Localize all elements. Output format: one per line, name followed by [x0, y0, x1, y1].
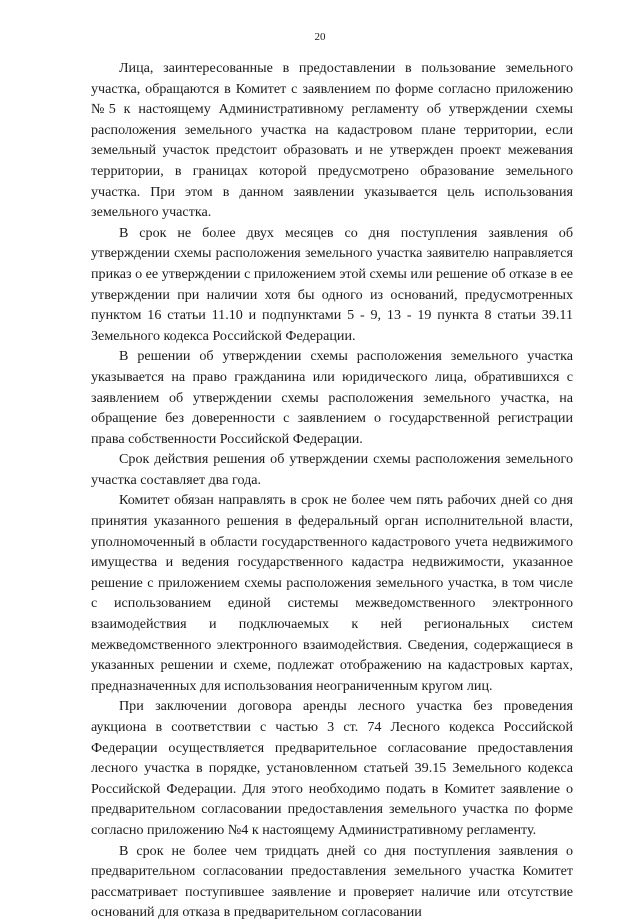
paragraph-3: В решении об утверждении схемы расположения земельного участка указывается на право гражданина или юридического лица, обратившихся с заявлением об утверждении схемы расположения земельного участка, на обращение без доверенности с заявлением о государственной регистрации права собственности Российской Федерации.	[91, 348, 573, 447]
paragraph-1: Лица, заинтересованные в предоставлении в пользование земельного участка, обращаются в Комитет с заявлением по форме согласно приложению №5 к настоящему Административному регламенту об утверждении схемы расположения земельного участка на кадастровом плане территории, если земельный участок предстоит образовать и не утвержден проект межевания территории, в границах которой предусмотрено образование земельного участка. При этом в данном заявлении указывается цель использования земельного участка.	[91, 60, 573, 221]
paragraph-7: В срок не более чем тридцать дней со дня поступления заявления о предварительном согласовании предоставления земельного участка Комитет рассматривает поступившее заявление и проверяет наличие или отсутствие оснований для отказа в предварительном согласовании	[91, 842, 573, 921]
paragraph-4: Срок действия решения об утверждении схемы расположения земельного участка составляет два года.	[91, 451, 573, 488]
document-body	[91, 58, 573, 923]
page-number: 20	[314, 31, 326, 43]
paragraph-5: Комитет обязан направлять в срок не более чем пять рабочих дней со дня принятия указанного решения в федеральный орган исполнительной власти, уполномоченный в области государственного кадастрового учета недвижимого имущества и ведения государственного кадастра недвижимости, указанное решение с приложением схемы расположения земельного участка, в том числе с использованием единой системы межведомственного электронного взаимодействия и подключаемых к ней региональных систем межведомственного электронного взаимодействия. Сведения, содержащиеся в указанных решении и схеме, подлежат отображению на кадастровых картах, предназначенных для использования неограниченным кругом лиц.	[91, 492, 573, 694]
paragraph-2: В срок не более двух месяцев со дня поступления заявления об утверждении схемы расположения земельного участка заявителю направляется приказ о ее утверждении с приложением этой схемы или решение об отказе в ее утверждении при наличии хотя бы одного из оснований, предусмотренных пунктом 16 статьи 11.10 и подпунктами 5 - 9, 13 - 19 пункта 8 статьи 39.11 Земельного кодекса Российской Федерации.	[91, 224, 574, 344]
paragraph-6: При заключении договора аренды лесного участка без проведения аукциона в соответствии с частью 3 ст. 74 Лесного кодекса Российской Федерации осуществляется предварительное согласование предоставления лесного участка в порядке, установленном статьей 39.15 Земельного кодекса Российской Федерации. Для этого необходимо подать в Комитет заявление о предварительном согласовании предоставления земельного участка по форме согласно приложению №4 к настоящему Административному регламенту.	[91, 698, 573, 838]
